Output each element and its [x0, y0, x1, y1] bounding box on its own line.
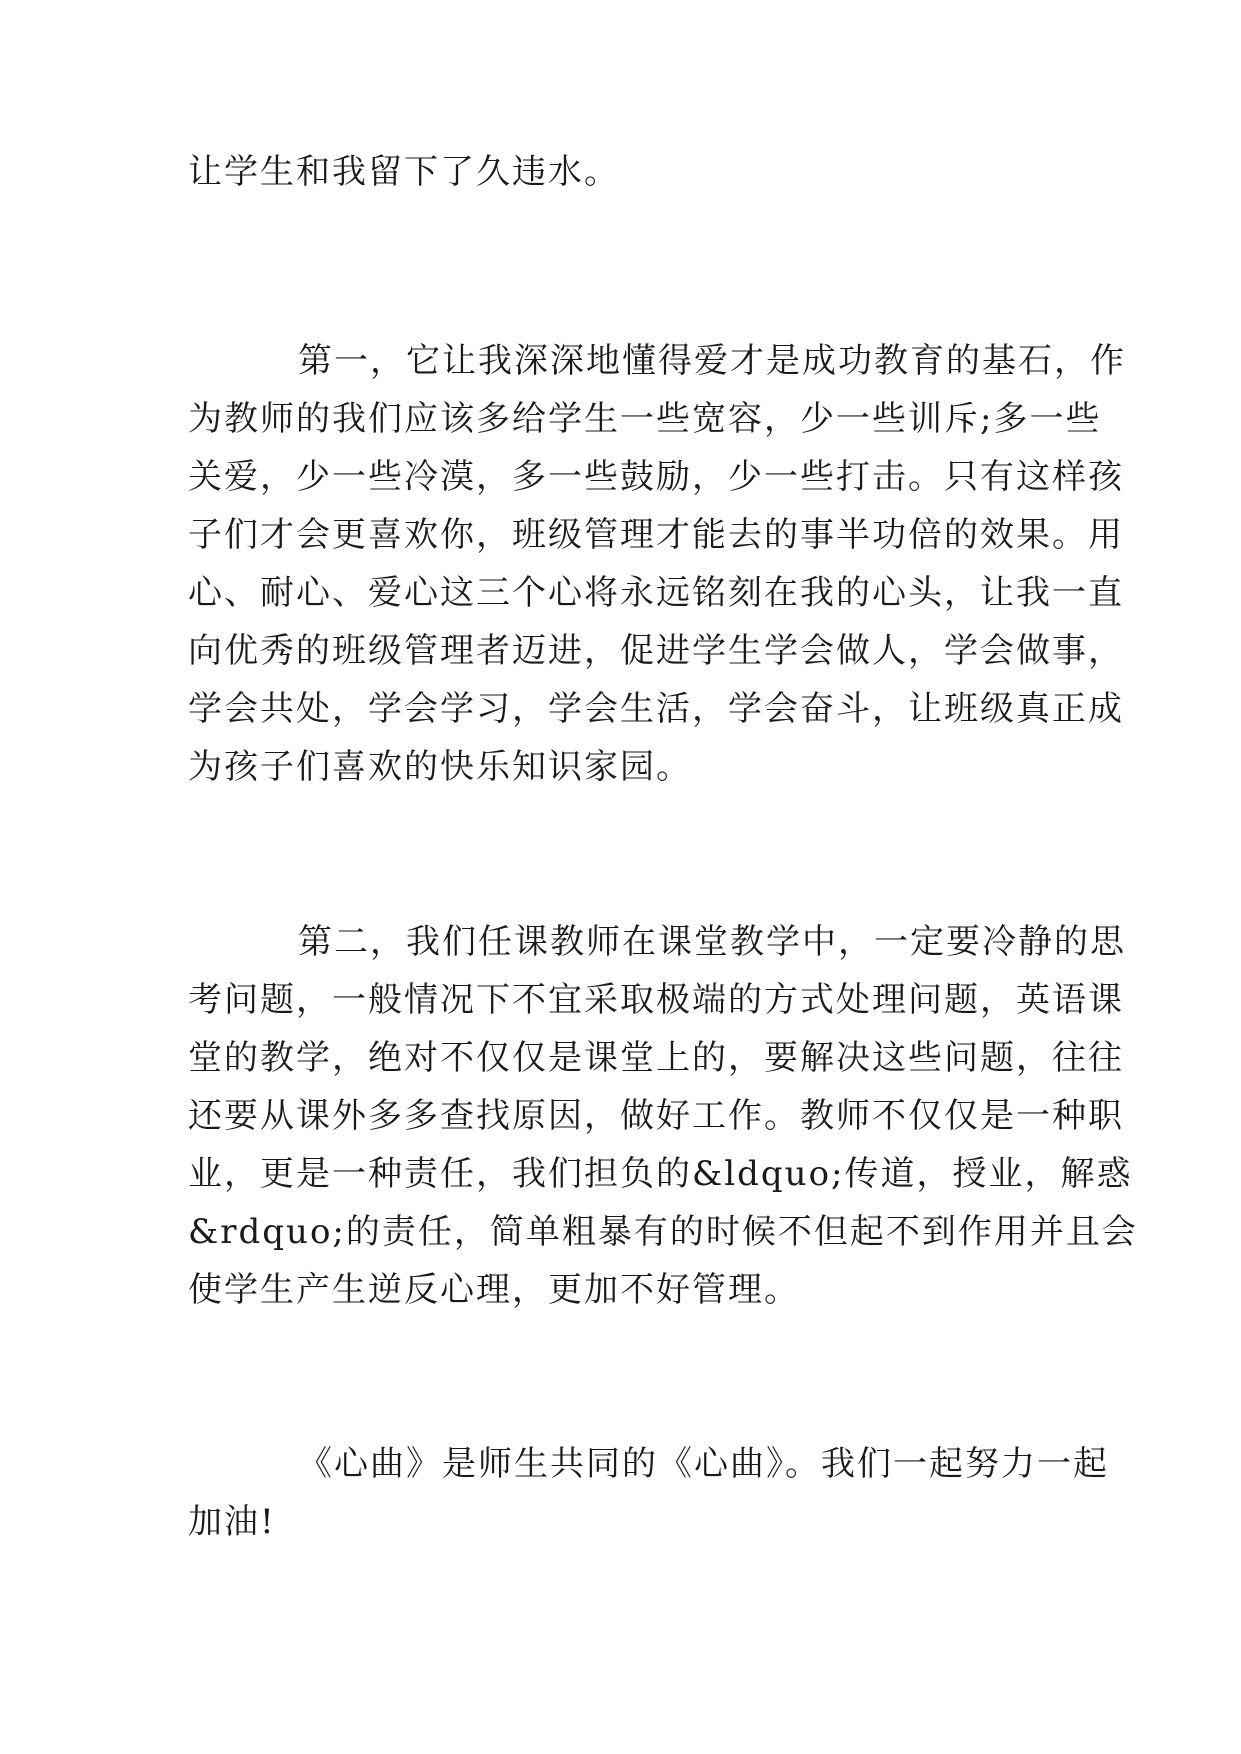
paragraph-line: 还要从课外多多查找原因，做好工作。教师不仅仅是一种职: [188, 1096, 1124, 1136]
paragraph-line: 心、耐心、爱心这三个心将永远铭刻在我的心头，让我一直: [188, 573, 1124, 613]
paragraph-line: &rdquo;的责任，简单粗暴有的时候不但起不到作用并且会: [188, 1212, 1138, 1252]
paragraph-line: 学会共处，学会学习，学会生活，学会奋斗，让班级真正成: [188, 689, 1124, 729]
paragraph-line: 关爱，少一些冷漠，多一些鼓励，少一些打击。只有这样孩: [188, 457, 1124, 497]
paragraph-line: 子们才会更喜欢你，班级管理才能去的事半功倍的效果。用: [188, 515, 1124, 555]
paragraph-line: 为教师的我们应该多给学生一些宽容，少一些训斥;多一些: [188, 399, 1102, 439]
paragraph-line: 第一，它让我深深地懂得爱才是成功教育的基石，作: [298, 341, 1126, 381]
paragraph-line: 让学生和我留下了久违水。: [188, 152, 620, 192]
paragraph-line: 《心曲》是师生共同的《心曲》。我们一起努力一起: [298, 1444, 1109, 1484]
paragraph-line: 业，更是一种责任，我们担负的&ldquo;传道，授业，解惑: [188, 1154, 1133, 1194]
paragraph-line: 为孩子们喜欢的快乐知识家园。: [188, 747, 692, 787]
paragraph-line: 考问题，一般情况下不宜采取极端的方式处理问题，英语课: [188, 980, 1124, 1020]
paragraph-line: 堂的教学，绝对不仅仅是课堂上的，要解决这些问题，往往: [188, 1038, 1124, 1078]
paragraph-line: 加油!: [188, 1502, 276, 1542]
paragraph-line: 第二，我们任课教师在课堂教学中，一定要冷静的思: [298, 922, 1126, 962]
paragraph-line: 向优秀的班级管理者迈进，促进学生学会做人，学会做事，: [188, 631, 1124, 671]
paragraph-line: 使学生产生逆反心理，更加不好管理。: [188, 1270, 800, 1310]
